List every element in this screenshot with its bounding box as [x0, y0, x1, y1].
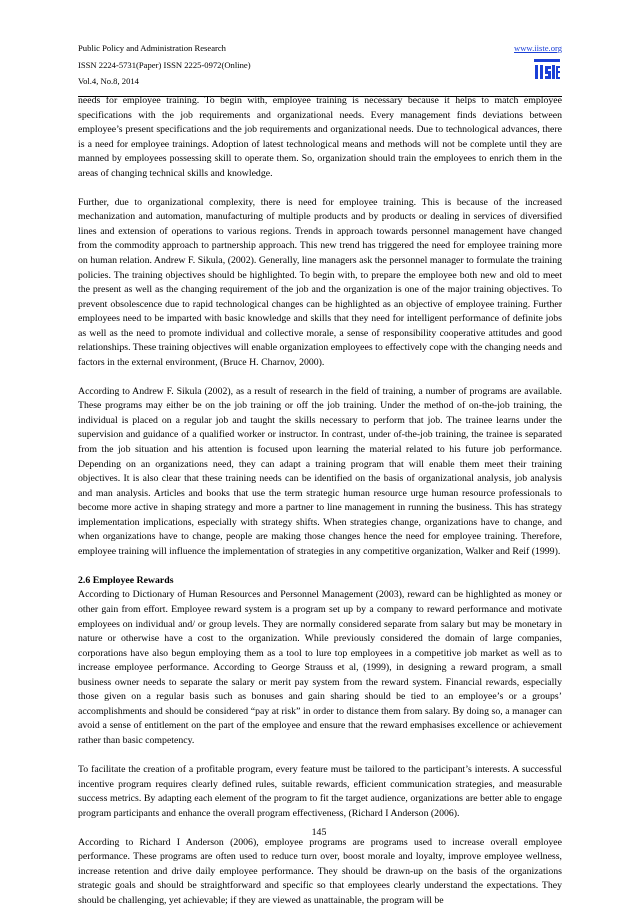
paragraph: To facilitate the creation of a profitable program, every feature must be tailored to the participant’s interests. A successful incentive program requires clearly defined rules, suitable rewards, efficient communication strategies, and measurable success metrics. By adapting each element of the program to fit the target audience, organizations are better able to engage program participants and enhance the overall program effectiveness, (Richard I Anderson (2006).	[78, 763, 562, 819]
page-number: 145	[311, 827, 327, 838]
paragraph: According to Andrew F. Sikula (2002), as a result of research in the field of training, a number of programs are available. These programs may either be on the job training or off the job training. Under the method of on-the-job training, the individual is placed on a regular job and taught the skills necessary to perform that job. The trainee learns under the supervision and guidance of a qualified worker or instructor. In contrast, under of-the-job training, the trainee is separated from the job situation and his attention is focused upon learning the material related to his future job performance. Depending on an organizations need, they can adapt a training program that will enable them meet their training objectives. It is also clear that these training needs can be identified on the basis of organizational analysis, job analysis and man analysis. Articles and books that use the term strategic human resource urge human resource professionals to become more active in shaping strategy and more a partner to line management in running the business. This has strategy implementation implications, especially with strategy shifts. When strategies change, organizations have to change, and when organizations have to change, people are making those changes hence the need for employee training. Therefore, employee training will influence the implementation of strategies in any competitive organization, Walker and Reif (1999).	[78, 385, 562, 557]
running-header	[78, 40, 251, 90]
paragraph: needs for employee training. To begin with, employee training is necessary because it helps to match employee specifications with the job requirements and organizational needs. Every management finds deviations between employee’s present specifications and the job requirements and organizational needs. Due to technological advances, there is a need for employee trainings. Adoption of latest technological means and methods will not be complete until they are manned by employees possessing skill to operate them. So, organization should train the employees to enrich them in the areas of changing technical skills and knowledge.	[78, 95, 562, 179]
paragraph: According to Dictionary of Human Resources and Personnel Management (2003), reward can be highlighted as money or other gain from effort. Employee reward system is a program set up by a company to reward performance and motivate employees on individual and/ or group levels. They are normally considered separate from salary but may be monetary in nature or otherwise have a cost to the organization. While previously considered the domain of large companies, corporations have also begun employing them as a tool to lure top employees in a competitive job market as well as to increase employee performance. According to George Strauss et al, (1999), in designing a reward program, a small business owner needs to separate the salary or merit pay system from the reward system. Financial rewards, especially those given on a regular basis such as bonuses and gain sharing should be tied to an employee’s or a groups’ accomplishments and should be considered “pay at risk” in order to distance them from salary. By doing so, a manager can avoid a sense of entitlement on the part of the employee and ensure that the reward emphasises excellence or achievement rather than basic competency.	[78, 589, 562, 746]
iiste-logo	[532, 56, 562, 82]
website-link[interactable]: www.iiste.org	[514, 43, 562, 53]
article-body	[78, 94, 562, 923]
journal-title: Public Policy and Administration Research	[78, 43, 226, 53]
volume-line: Vol.4, No.8, 2014	[78, 76, 139, 86]
issn-line: ISSN 2224-5731(Paper) ISSN 2225-0972(Online)	[78, 59, 251, 70]
paragraph: Further, due to organizational complexity, there is need for employee training. This is because of the increased mechanization and automation, manufacturing of multiple products and by products or dealing in services of diversified lines and extension of operations to various regions. Trends in approach towards personnel management have changed from the commodity approach to partnership approach. This new trend has triggered the need for employee training more on human relation. Andrew F. Sikula, (2002). Generally, line managers ask the personnel manager to formulate the training policies. The training objectives should be highlighted. To begin with, to prepare the employee both new and old to meet the present as well as the changing requirement of the job and the organization is one of the major training objectives. To prevent obsolescence due to rapid technological changes can be highlighted as an objective of employee training. Further employees need to be imparted with basic knowledge and skills that they need for intelligent performance of definite jobs as well as the need to promote individual and collective morale, a sense of responsibility cooperative attitudes and good relationships. These training objectives will enable organization employees to effectively cope with the changing needs and factors in the external environment, (Bruce H. Charnov, 2000).	[78, 196, 562, 368]
section-heading: 2.6 Employee Rewards	[78, 574, 174, 586]
paragraph: According to Richard I Anderson (2006), employee programs are programs used to increase overall employee performance. These programs are often used to reduce turn over, boost morale and loyalty, improve employee wellness, increase retention and drive daily employee performance. They should be drawn-up on the basis of the organizations strategic goals and should be straightforward and specific so that employees clearly understand the expectations. They should be challenging, yet achievable; if they are viewed as unattainable, the program will be	[78, 836, 562, 906]
